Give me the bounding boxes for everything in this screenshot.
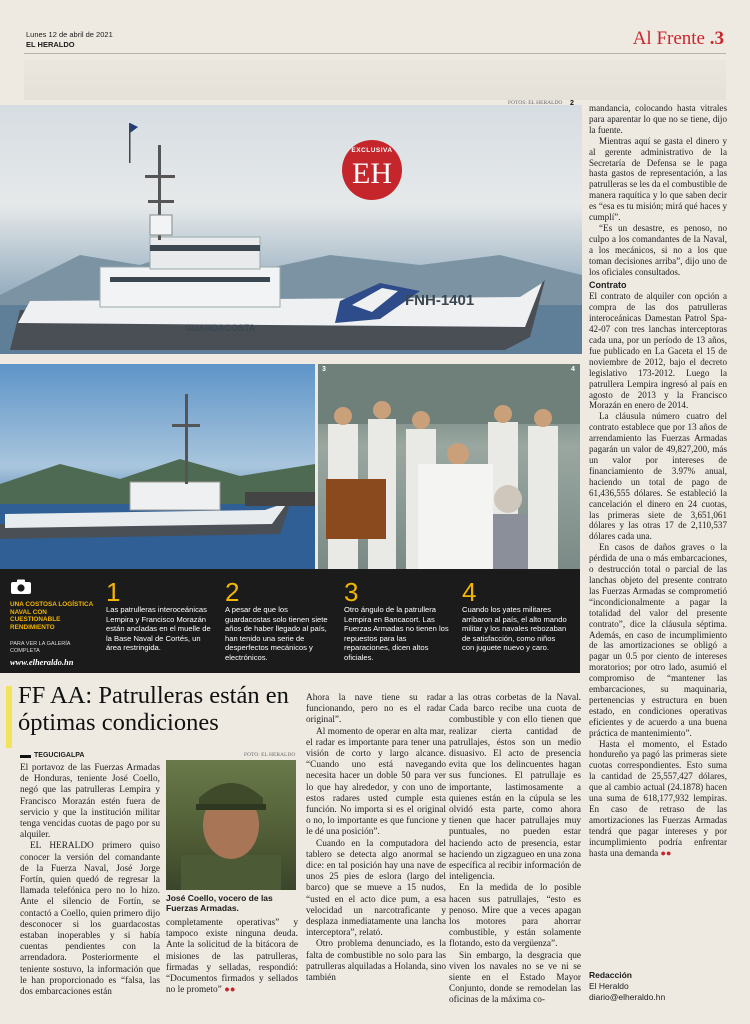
signature xyxy=(589,970,665,1003)
signature-email: diario@elheraldo.hn xyxy=(589,992,666,1002)
issue-date: Lunes 12 de abril de 2021 xyxy=(26,30,113,39)
paragraph-text: Hasta el momento, el Estado hondureño ya pagó las primeras siete cuotas correspondientes. Esto suma la cantidad de 25,557,427 dólares, que al cambio actual (24.1878) hacen una suma de 618,177,932 lempiras. En caso de retraso de las amortizaciones las Fuerzas Armadas tendrá que pagar intereses y por incumplimiento podría enfrentar hasta una demanda xyxy=(589,738,727,858)
gallery-caption xyxy=(106,579,211,653)
signature-author: Redacción xyxy=(589,970,632,980)
badge-label: EXCLUSIVA xyxy=(351,147,393,154)
caption-text: Las patrulleras interoceánicas Lempira y Francisco Morazán están ancladas en el muelle de la Base Naval de Cortés, un área restringida. xyxy=(106,605,211,652)
paragraph: Ahora la nave tiene su radar funcionando, pero no es el radar original”. xyxy=(306,693,446,726)
photo-number: 2 xyxy=(570,100,574,107)
section-title xyxy=(633,28,724,50)
photo-number: 4 xyxy=(571,366,575,373)
gallery-caption xyxy=(462,579,567,653)
paragraph: “Es un desastre, es penoso, no culpo a los comandantes de la Naval, a los mecánicos, si no a los que toman decisiones arriba”, dijo uno de los oficiales consultados. xyxy=(589,222,727,277)
photo-ship-port xyxy=(0,364,315,569)
exclusive-badge xyxy=(342,140,402,200)
paragraph: Sin embargo, la desgracia que viven los navales no se ve ni se siente en el Estado Mayor Conjunto, donde se remodelan las oficinas de la máxima co- xyxy=(449,950,581,1006)
paragraph: Cuando en la computadora del tablero se detecta algo anormal se dice: en tal posición hay una nave de unos 25 pies de eslora (largo del barco) que se mueve a 15 nudos, “usted en el acto dice pum, a esa velocidad un narcotraficante y desplaza inmediatamente una lancha interceptora”, relató. xyxy=(306,838,446,939)
bleed-through-area xyxy=(24,60,726,100)
photo-caption: José Coello, vocero de las Fuerzas Armadas. xyxy=(166,893,273,913)
camera-icon xyxy=(10,579,32,595)
photo-patrol-ship xyxy=(0,105,582,354)
section-name: Al Frente xyxy=(632,28,705,49)
paragraph: a las otras corbetas de la Naval. Cada barco recibe una cuota de combustible y con ello tienen que realizar cierta cantidad de patrullajes, éstos son un medio disuasivo. El acto de presencia evita que los delincuentes hagan sus funciones. El patrullaje es importante, lastimosamente a quienes están en la cúpula se les olvidó esta parte, como ahora tienen que hacer patrullajes muy puntuales, no pueden estar haciendo acto de presencia, estar haciendo un zigzagueo en una zona específica al recibir información de inteligencia. xyxy=(449,693,581,883)
paragraph xyxy=(166,918,298,996)
gallery-strip xyxy=(0,569,580,673)
caption-number: 1 xyxy=(106,577,121,607)
caption-text: Cuando los yates militares arribaron al país, el alto mando militar y los navales rebozaban de satisfacción, como niños con juguete nuevo y caro. xyxy=(462,605,567,652)
ceremony-illustration xyxy=(318,364,580,569)
header-rule xyxy=(24,53,726,54)
caption-text: Otro ángulo de la patrullera Lempira en Bancacort. Las Fuerzas Armadas no tienen los repuestos para las reparaciones, dicen altos oficiales. xyxy=(344,605,449,662)
end-marks: ●● xyxy=(660,847,672,858)
paragraph: El contrato de alquiler con opción a compra de las dos patrulleras interoceánicas Damestan Patrol Spa-42-07 con tres lanchas interceptoras cada una, por un período de 13 años, fue publicado en La Gaceta el 15 de noviembre de 2012, bajo el decreto legislativo 173-2012. Luego la patrullera Lempira ingresó al país en agosto de 2013 y la Francisco Morazán en enero de 2014. xyxy=(589,291,727,411)
article-column-1 xyxy=(20,763,160,998)
article-dateline: TEGUCIGALPA xyxy=(34,752,85,759)
end-marks: ●● xyxy=(224,985,236,996)
gallery-note: PARA VER LA GALERÍA COMPLETA xyxy=(10,641,71,654)
article-column-3 xyxy=(306,693,446,984)
dateline-bar xyxy=(20,755,31,758)
gallery-caption xyxy=(225,579,330,662)
photo-ceremony xyxy=(318,364,580,569)
paragraph: Al momento de operar en alta mar, el radar es importante para tener una visión de corto y largo alcance. “Cuando uno está navegando necesita hacer un doble 50 para ver lo que hay alrededor, y con uno de estos radares usted cumple esta función. No importa si es el original o no, lo importante es que funcione y le dé una posición”. xyxy=(306,726,446,838)
caption-number: 2 xyxy=(225,577,240,607)
photo-credit: FOTO: EL HERALDO xyxy=(244,752,296,758)
gallery-link[interactable]: www.elheraldo.hn xyxy=(10,657,74,667)
paragraph: La cláusula número cuatro del contrato establece que por 13 años de arrendamiento las Fuerzas Armadas pagarán un valor de 49,827,200, más un valor por intereses de financiamiento de 3.97% anual, haciendo un total de pago de 61,436,555 dólares. Se estableció la cancelación el dinero en 24 cuotas, las primeras siete de 3,651,061 dólares y las otras 17 de 2,110,537 dólares cada una. xyxy=(589,411,727,542)
ship-illustration xyxy=(0,105,582,354)
ship-label-text: GUARDACOSTA xyxy=(185,323,256,333)
paragraph: En casos de daños graves o la pérdida de una o más embarcaciones, o destrucción total o parcial de las lanchas objeto del presente contrato las Fuerzas Armadas se comprometió “incondicionalmente a pagar la totalidad del valor del presente contrato”, dice la cláusula séptima. Además, en caso de incumplimiento de las amortizaciones se obligó a pagar un 0.5 por ciento de intereses moratorios; por otro lado, asumió el compromiso de “mantener las embarcaciones, su maquinaria, pertenencias y estructura en buen estado, en condiciones operativas eficientes y de acuerdo a una buena práctica de mantenimiento”. xyxy=(589,542,727,738)
paragraph xyxy=(589,739,727,859)
gallery-title: UNA COSTOSA LOGÍSTICA NAVAL CON CUESTIONABLE RENDIMIENTO xyxy=(10,601,93,631)
photo-number: 3 xyxy=(322,366,326,373)
photo-spokesman xyxy=(166,760,296,890)
highlight-marker xyxy=(6,686,12,748)
signature-outlet: El Heraldo xyxy=(589,981,629,991)
paragraph: mandancia, colocando hasta vitrales para aparentar lo que no se tiene, dijo la fuente. xyxy=(589,103,727,135)
spokesman-illustration xyxy=(166,760,296,890)
caption-number: 3 xyxy=(344,577,359,607)
article-column-4 xyxy=(449,693,581,1007)
photo-credit: FOTOS: EL HERALDO xyxy=(508,100,563,106)
caption-text: A pesar de que los guardacostas solo tienen siete años de haber llegado al país, han tenido una serie de desperfectos mecánicos y electrónicos. xyxy=(225,605,328,662)
paragraph: En la medida de lo posible hacen sus patrullajes, “esto es penoso. Mire que a veces apagan los motores para ahorrar combustible, y están solamente flotando, esto da vergüenza”. xyxy=(449,883,581,950)
caption-number: 4 xyxy=(462,577,477,607)
badge-logo: EH xyxy=(352,157,392,190)
paragraph: EL HERALDO primero quiso conocer la versión del comandante de la Fuerza Naval, José Jorge Fortín, quien quedó de regresar la llamada telefónica pero no lo hizo. Ante el silencio de Fortín, se contactó a Coello, quien primero dijo desconocer si los guardacostas estaban inoperables y si había cuentas pendientes con la arrendadora. Posteriormente el teniente sostuvo, la información que le han proporcionado es “falsa, las dos embarcaciones están xyxy=(20,841,160,998)
gallery-caption xyxy=(344,579,449,662)
section-subhead: Contrato xyxy=(589,279,627,290)
ship-port-illustration xyxy=(0,364,315,569)
paragraph-text: completamente operativas” y tampoco existe ninguna deuda. Ante la solicitud de la bitácora de misiones de las patrulleras, firmadas y selladas, respondió: “Documentos firmados y sellados no le prometo” xyxy=(166,918,298,996)
article-headline: FF AA: Patrulleras están en óptimas condiciones xyxy=(18,682,289,736)
article-column-5 xyxy=(589,103,727,859)
ship-id-text: FNH-1401 xyxy=(405,292,475,309)
paragraph: Mientras aquí se gasta el dinero y al gerente administrativo de la Secretaría de Defensa se le paga hasta gastos de representación, a las patrulleras se les da el combustible de manera raquítica y lo que saben decir es “esa es tu misión; mirá qué haces y cumplí”. xyxy=(589,135,727,223)
article-column-2 xyxy=(166,918,298,996)
paragraph: Otro problema denunciado, es la falta de combustible no solo para las patrulleras alquiladas a Holanda, sino también xyxy=(306,939,446,984)
page-number: .3 xyxy=(709,28,724,49)
newspaper-name: EL HERALDO xyxy=(26,40,75,49)
paragraph: El portavoz de las Fuerzas Armadas de Honduras, teniente José Coello, negó que las patrulleras Lempira y Francisco Morazán estén fuera de servicio y que la institución militar tenga vencidas cuotas de pago por su alquiler. xyxy=(20,763,160,841)
